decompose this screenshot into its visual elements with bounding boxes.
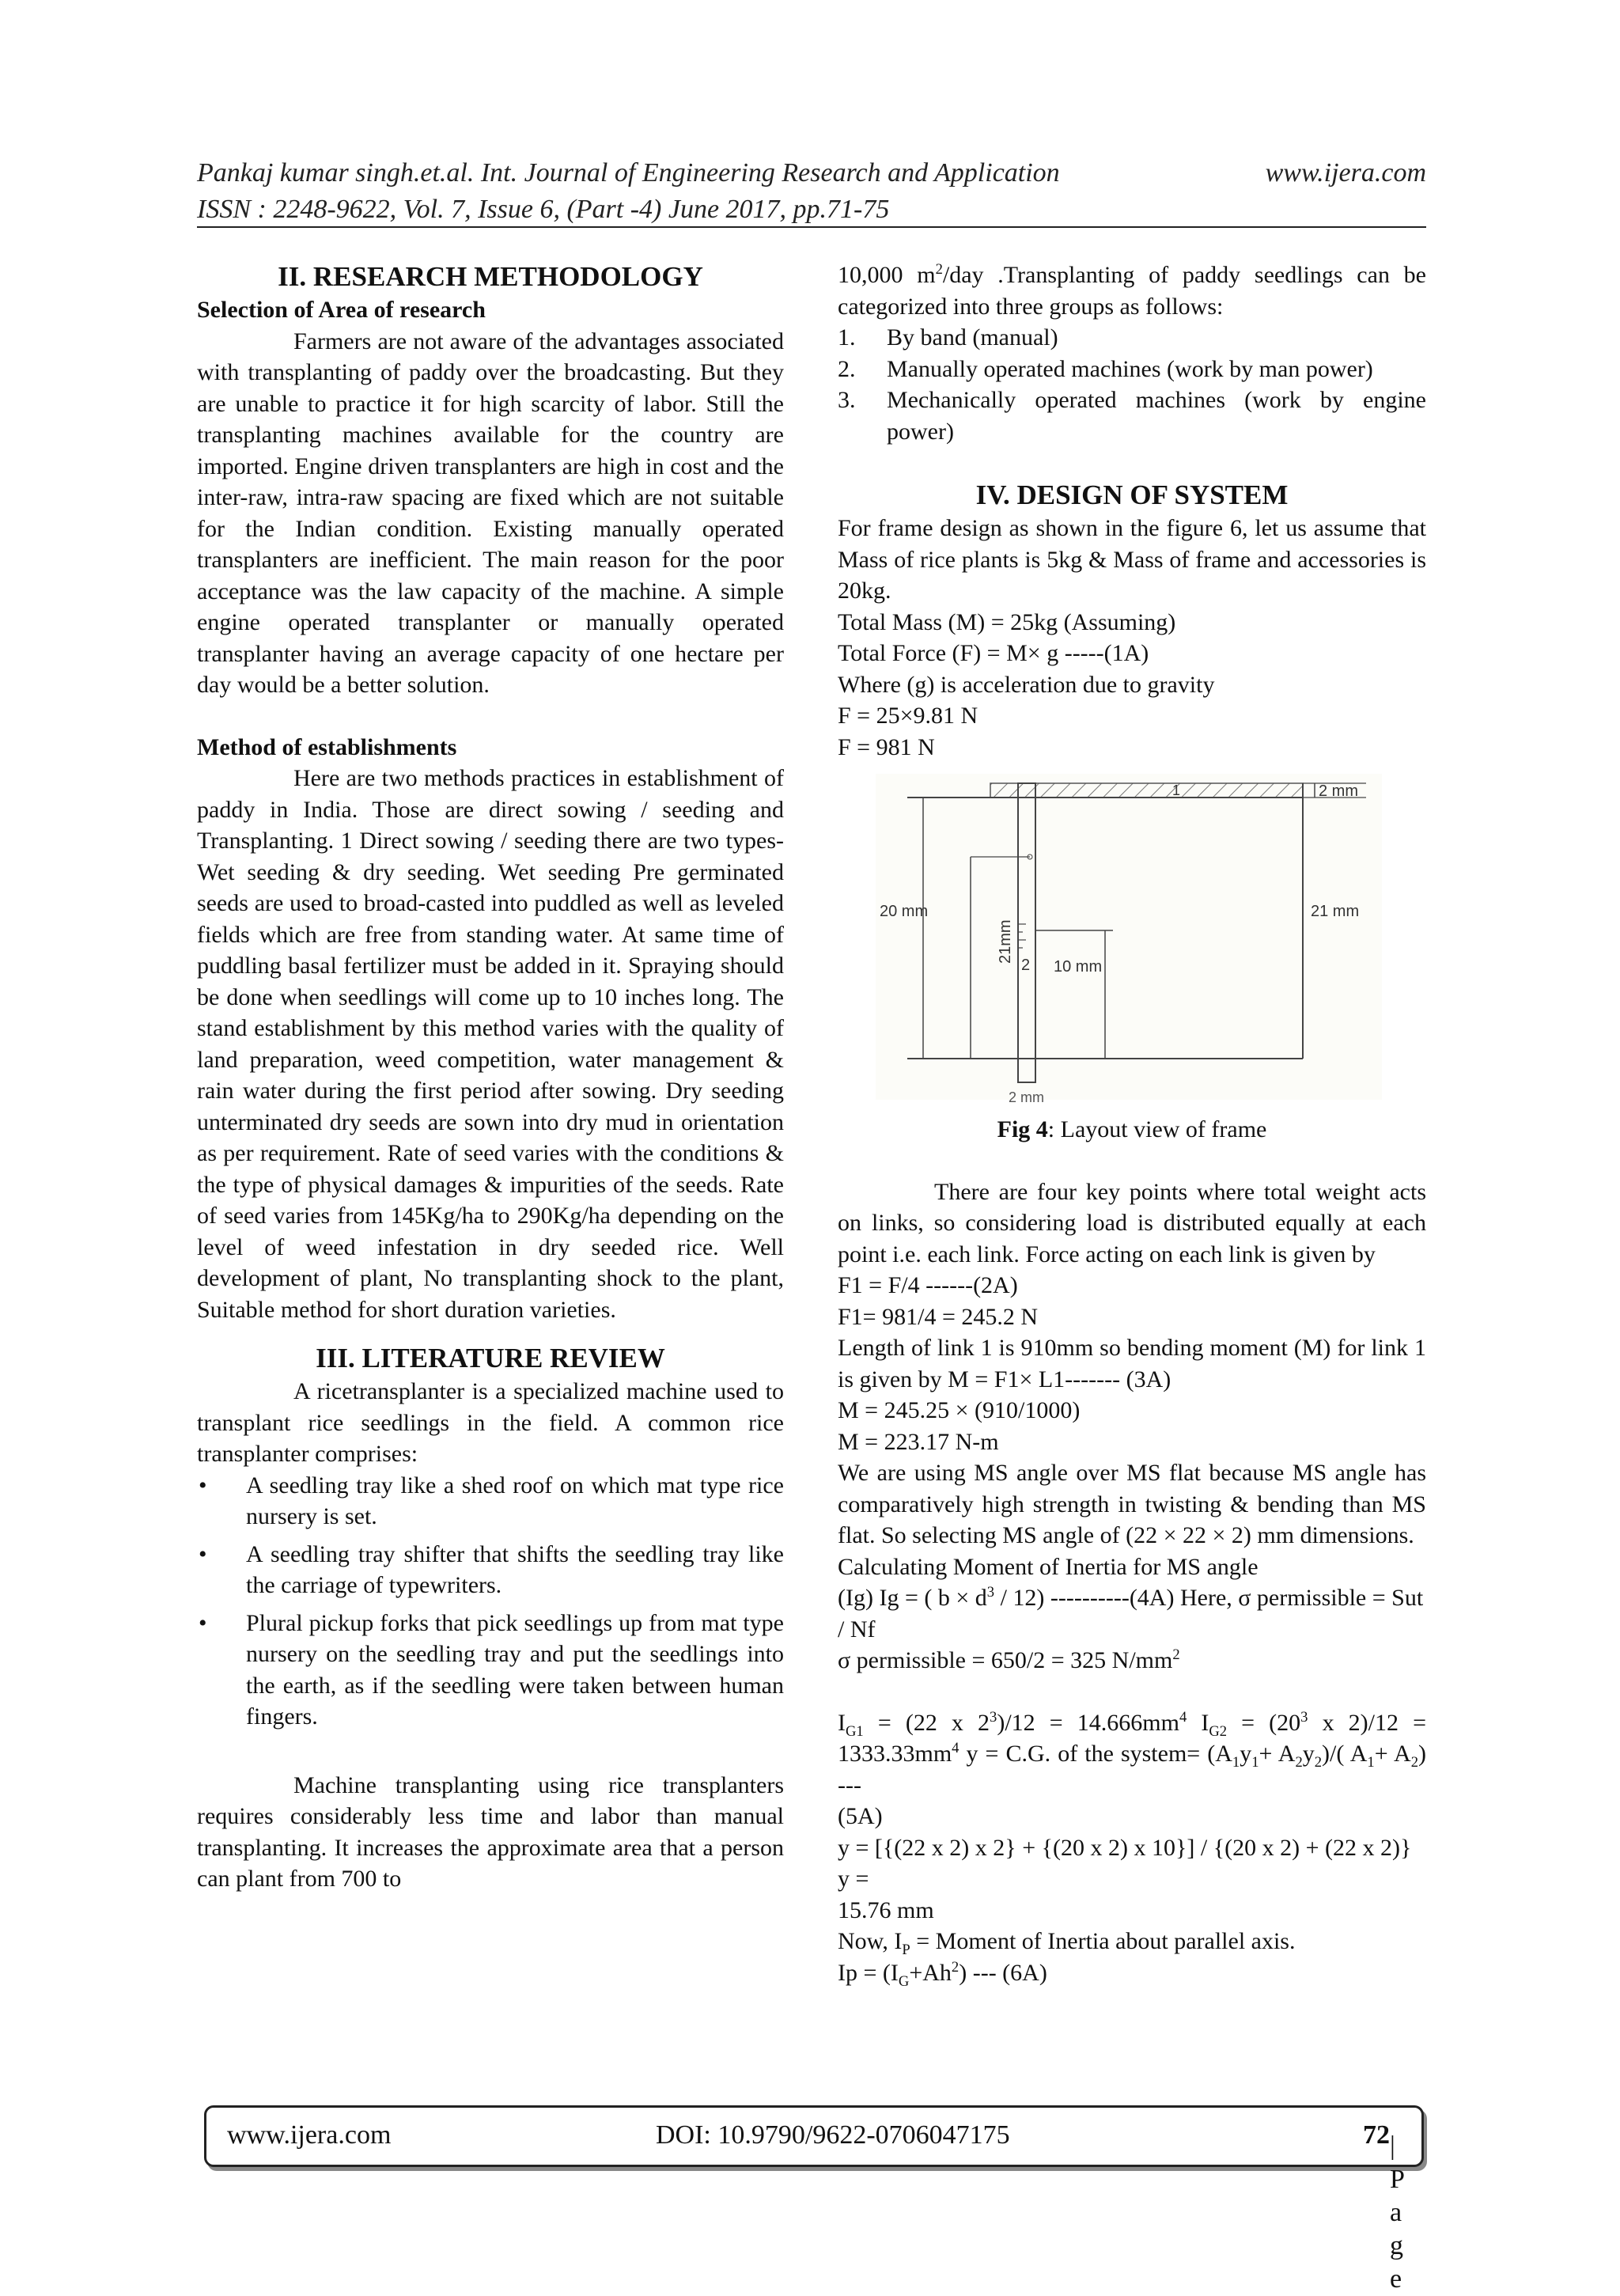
header-rule bbox=[197, 226, 1426, 228]
equation-label-5a: (5A) bbox=[838, 1803, 883, 1829]
dim-label-vertical: 21mm bbox=[997, 919, 1014, 964]
equation-y-value: 15.76 mm bbox=[838, 1896, 934, 1923]
equation-f1-value: F1= 981/4 = 245.2 N bbox=[838, 1303, 1039, 1330]
subheading-selection-of-area: Selection of Area of research bbox=[197, 297, 486, 323]
transplanting-groups-list bbox=[838, 322, 1426, 447]
issn-line: ISSN : 2248-9622, Vol. 7, Issue 6, (Part -4) June 2017, pp.71-75 bbox=[197, 195, 890, 224]
page-footer bbox=[204, 2105, 1424, 2294]
ip-definition: Now, $I_P$ = Moment of Inertia about parallel axis. bbox=[838, 1928, 1296, 1958]
figure-caption: Fig 4: Layout view of frame bbox=[997, 1116, 1267, 1142]
equation-y-calc: y = [{(22 x 2) x 2} + {(20 x 2) x 10}] / {(20 x 2) + (22 x 2)} y = bbox=[838, 1834, 1412, 1892]
journal-citation: Pankaj kumar singh.et.al. Int. Journal of Engineering Research and Application bbox=[197, 158, 1060, 188]
list-item: • A seedling tray shifter that shifts the seedling tray like the carriage of typewriters. bbox=[197, 1539, 784, 1601]
bullet-icon: • bbox=[199, 1540, 207, 1567]
dim-label-top-gap: 2 mm bbox=[1319, 782, 1358, 800]
running-header bbox=[197, 155, 1426, 226]
equation-ip: $Ip = (I_G+Ah^2)$ --- (6A) bbox=[838, 1958, 1047, 1990]
equation-sigma-permissible: σ permissible = 650/2 = 325 $N/mm^2$ bbox=[838, 1646, 1180, 1673]
list-item: 2. Manually operated machines (work by man power) bbox=[838, 355, 1373, 382]
frame-layout-figure bbox=[838, 774, 1426, 1114]
left-column bbox=[197, 260, 784, 1895]
transplanter-components-list bbox=[197, 1470, 784, 1733]
footer-doi[interactable]: DOI: 10.9790/9622-0706047175 bbox=[656, 2120, 1010, 2150]
paragraph-method-of-establishments: Here are two methods practices in establishment of paddy in India. Those are direct sowing / seeding and Transplanting. 1 Direct sowing / seeding there are two types- Wet seeding & dry seeding. Wet seeding Pre germinated seeds are used to broad-casted into puddled as well as leveled fields which are free from standing water. At same time of puddling basal fertilizer must be added in it. Spraying should be done when seedlings will come up to 10 inches long. The stand establishment by this method varies with the quality of land preparation, weed competition, water management & rain water during the first period after sowing. Dry seeding unterminated dry seeds are sown into dry mud in orientation as per requirement. Rate of seed varies with the conditions & the type of physical damages & impurities of the seeds. Rate of seed varies from 145Kg/ha to 290Kg/ha depending on the level of weed infestation in dry seeded rice. Well development of plant, No transplanting shock to the plant, Suitable method for short duration varieties. bbox=[197, 765, 784, 1323]
equation-f1-definition: F1 = F/4 ------(2A) bbox=[838, 1272, 1018, 1298]
right-column bbox=[838, 260, 1426, 1988]
paragraph-machine-transplanting: Machine transplanting using rice transplanters requires considerably less time and labor than manual transplanting. It increases the approximate area that a person can plant from 700 to bbox=[197, 1771, 784, 1892]
moment-of-inertia-heading: Calculating Moment of Inertia for MS angle bbox=[838, 1553, 1259, 1580]
section-heading-design-of-system: IV. DESIGN OF SYSTEM bbox=[975, 479, 1289, 510]
header-website[interactable]: www.ijera.com bbox=[1265, 158, 1426, 188]
equation-ig: (Ig) Ig = ( $b \times d^3 / 12$) ----------(4A) Here, σ permissible = Sut / Nf bbox=[838, 1584, 1424, 1642]
top-frame-member bbox=[990, 783, 1303, 798]
paragraph-literature-intro: A ricetransplanter is a specialized machine used to transplant rice seedlings in the field. A common rice transplanter comprises: bbox=[197, 1378, 784, 1467]
dim-label-right: 21 mm bbox=[1311, 903, 1360, 920]
paragraph-continuation: 10,000 $m^2$/day .Transplanting of paddy seedlings can be categorized into three groups as follows: bbox=[838, 261, 1427, 320]
bullet-icon: • bbox=[199, 1609, 207, 1636]
list-item: 3. Mechanically operated machines (work by engine power) bbox=[838, 387, 1426, 445]
equation-ig1-ig2-cg: $I_{G1} = (22$ x $2^3)/12 = 14.666mm^4$ $I_{G2} = (20^3$ x $2)/12 = 1333.33mm^4$ y = C.G. of the system= $(A_1y_1+ A_2y_2)/$( $A_1+ A_2$) --- bbox=[838, 1708, 1426, 1798]
footer-page-number: 72 | P a g e bbox=[1363, 2120, 1404, 2294]
gravity-note: Where (g) is acceleration due to gravity bbox=[838, 671, 1215, 698]
subheading-method-of-establishments: Method of establishments bbox=[197, 733, 457, 760]
dim-label-bottom: 2 mm bbox=[1009, 1089, 1044, 1105]
section-heading-literature-review: III. LITERATURE REVIEW bbox=[316, 1343, 665, 1373]
equation-moment-value: M = 223.17 N-m bbox=[838, 1428, 999, 1455]
section-heading-research-methodology: II. RESEARCH METHODOLOGY bbox=[278, 261, 703, 292]
list-item: • Plural pickup forks that pick seedlings up from mat type nursery on the seedling tray and put the seedlings into the earth, as if the seedling were taken between human fingers. bbox=[197, 1608, 784, 1733]
equation-force-value: F = 981 N bbox=[838, 733, 935, 760]
equation-total-mass: Total Mass (M) = 25kg (Assuming) bbox=[838, 608, 1176, 635]
paragraph-load-distribution: There are four key points where total weight acts on links, so considering load is distributed equally at each point i.e. each link. Force acting on each link is given by bbox=[838, 1178, 1426, 1267]
list-item: 1. By band (manual) bbox=[838, 324, 1058, 350]
paragraph-ms-angle: We are using MS angle over MS flat because MS angle has comparatively high strength in twisting & bending than MS flat. So selecting MS angle of (22 × 22 × 2) mm dimensions. bbox=[838, 1460, 1426, 1548]
part-label-1: 1 bbox=[1172, 782, 1181, 798]
frame-layout-drawing bbox=[876, 774, 1382, 1114]
dim-label-inner: 10 mm bbox=[1054, 958, 1103, 976]
paragraph-bending-moment: Length of link 1 is 910mm so bending moment (M) for link 1 is given by M = F1× L1------- (3A) bbox=[838, 1335, 1426, 1392]
equation-moment-calc: M = 245.25 × (910/1000) bbox=[838, 1397, 1081, 1423]
dim-label-left: 20 mm bbox=[880, 903, 929, 920]
footer-website[interactable]: www.ijera.com bbox=[227, 2120, 392, 2150]
equation-force-calc: F = 25×9.81 N bbox=[838, 703, 978, 729]
part-label-2: 2 bbox=[1021, 957, 1031, 974]
bullet-icon: • bbox=[199, 1472, 207, 1498]
paragraph-selection-of-area: Farmers are not aware of the advantages associated with transplanting of paddy over the broadcasting. But they are unable to practice it for high scarcity of labor. Still the transplanting machines available for the country are imported. Engine driven transplanters are high in cost and the inter-raw, intra-raw spacing are fixed which are not suitable for the Indian condition. Existing manually operated transplanters are inefficient. The main reason for the poor acceptance was the law capacity of the machine. A simple engine operated transplanter or manually operated transplanter having an average capacity of one hectare per day would be a better solution. bbox=[197, 328, 784, 698]
equation-total-force: Total Force (F) = M× g -----(1A) bbox=[838, 640, 1149, 666]
list-item: • A seedling tray like a shed roof on which mat type rice nursery is set. bbox=[197, 1470, 784, 1533]
paragraph-design-intro: For frame design as shown in the figure 6, let us assume that Mass of rice plants is 5kg & Mass of frame and accessories is 20kg. bbox=[838, 515, 1426, 604]
